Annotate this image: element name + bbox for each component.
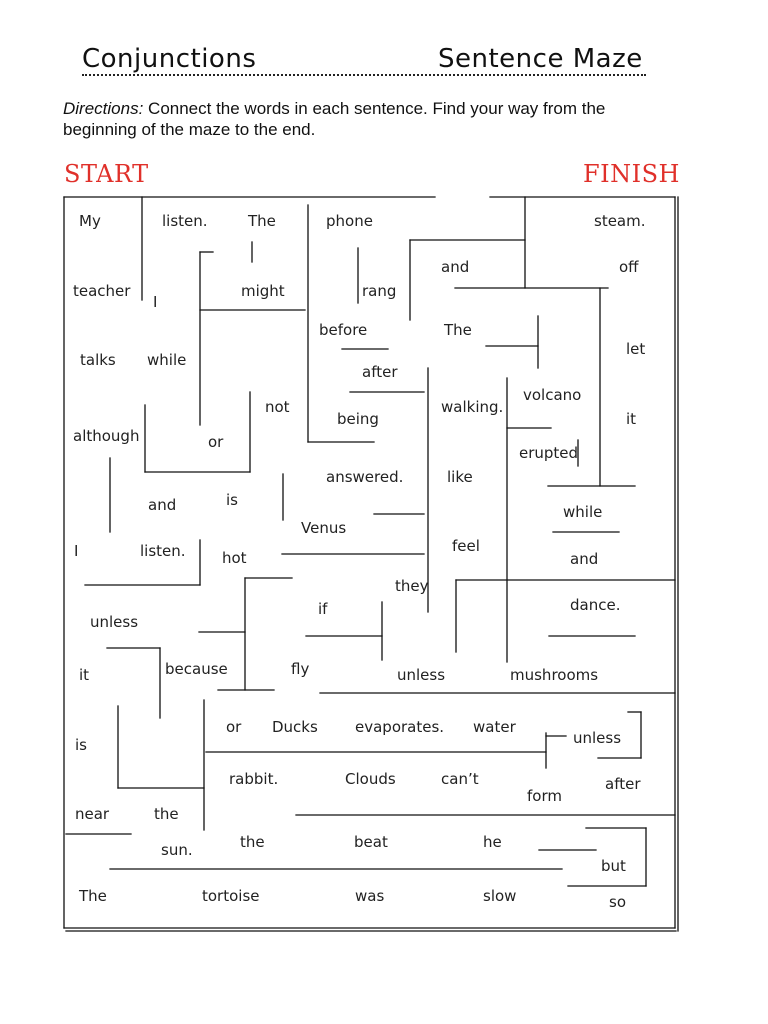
start-label: START <box>64 160 149 188</box>
directions-label: Directions: <box>63 99 144 118</box>
maze-word: talks <box>80 351 116 369</box>
maze-word: phone <box>326 212 373 230</box>
maze-word: can’t <box>441 770 479 788</box>
maze-word: answered. <box>326 468 404 486</box>
maze-word: dance. <box>570 596 621 614</box>
maze-word: but <box>601 857 626 875</box>
maze-word: unless <box>397 666 446 684</box>
maze-word: unless <box>90 613 139 631</box>
maze-word: water <box>473 718 516 736</box>
maze-word: although <box>73 427 140 445</box>
maze-word: after <box>605 775 641 793</box>
maze-word: is <box>75 736 87 754</box>
maze-word: unless <box>573 729 622 747</box>
maze-word: the <box>154 805 179 823</box>
maze-word: near <box>75 805 110 823</box>
maze-word: they <box>395 577 429 595</box>
maze-word: erupted <box>519 444 579 462</box>
maze-word: like <box>447 468 473 486</box>
maze-word: mushrooms <box>510 666 599 684</box>
maze-word: or <box>208 433 224 451</box>
maze-word: listen. <box>140 542 186 560</box>
maze-word: volcano <box>523 386 582 404</box>
maze-word: was <box>355 887 385 905</box>
maze-word: steam. <box>594 212 646 230</box>
maze-word: so <box>609 893 626 911</box>
maze-word: evaporates. <box>355 718 445 736</box>
maze-word: The <box>248 212 276 230</box>
maze-word: the <box>240 833 265 851</box>
worksheet-title-left: Conjunctions <box>82 44 257 74</box>
maze-word: The <box>79 887 107 905</box>
maze-word: I <box>74 542 79 560</box>
maze-word: listen. <box>162 212 208 230</box>
maze-word: it <box>79 666 90 684</box>
maze-word: and <box>441 258 470 276</box>
maze-word: beat <box>354 833 388 851</box>
maze-word: because <box>165 660 228 678</box>
maze-word: My <box>79 212 101 230</box>
maze-word: and <box>570 550 599 568</box>
maze-word: after <box>362 363 398 381</box>
maze-word: slow <box>483 887 517 905</box>
maze-word: off <box>619 258 639 276</box>
maze-word: Ducks <box>272 718 318 736</box>
maze-word: it <box>626 410 637 428</box>
maze-word: Venus <box>301 519 347 537</box>
maze-word: I <box>153 293 158 311</box>
maze-word: while <box>147 351 187 369</box>
maze-word: fly <box>291 660 310 678</box>
maze-word: rang <box>362 282 397 300</box>
maze-word: and <box>148 496 177 514</box>
maze-word: hot <box>222 549 247 567</box>
maze-word: let <box>626 340 646 358</box>
finish-label: FINISH <box>583 160 680 188</box>
maze-word: feel <box>452 537 480 555</box>
maze-word: is <box>226 491 238 509</box>
maze-word: form <box>527 787 562 805</box>
maze-word: not <box>265 398 290 416</box>
maze-word: before <box>319 321 368 339</box>
maze-word: tortoise <box>202 887 260 905</box>
maze-word: he <box>483 833 502 851</box>
directions-text: Connect the words in each sentence. Find your way from the beginning of the maze to the end. <box>63 99 606 139</box>
maze-word: or <box>226 718 242 736</box>
maze-word: might <box>241 282 285 300</box>
maze-word: if <box>318 600 328 618</box>
worksheet-title-right: Sentence Maze <box>438 44 643 74</box>
maze-word: being <box>337 410 379 428</box>
maze-word: while <box>563 503 603 521</box>
maze-word: The <box>444 321 472 339</box>
maze-word: rabbit. <box>229 770 279 788</box>
maze-word: teacher <box>73 282 131 300</box>
maze-word: walking. <box>441 398 504 416</box>
maze-word: Clouds <box>345 770 396 788</box>
maze-word: sun. <box>161 841 193 859</box>
